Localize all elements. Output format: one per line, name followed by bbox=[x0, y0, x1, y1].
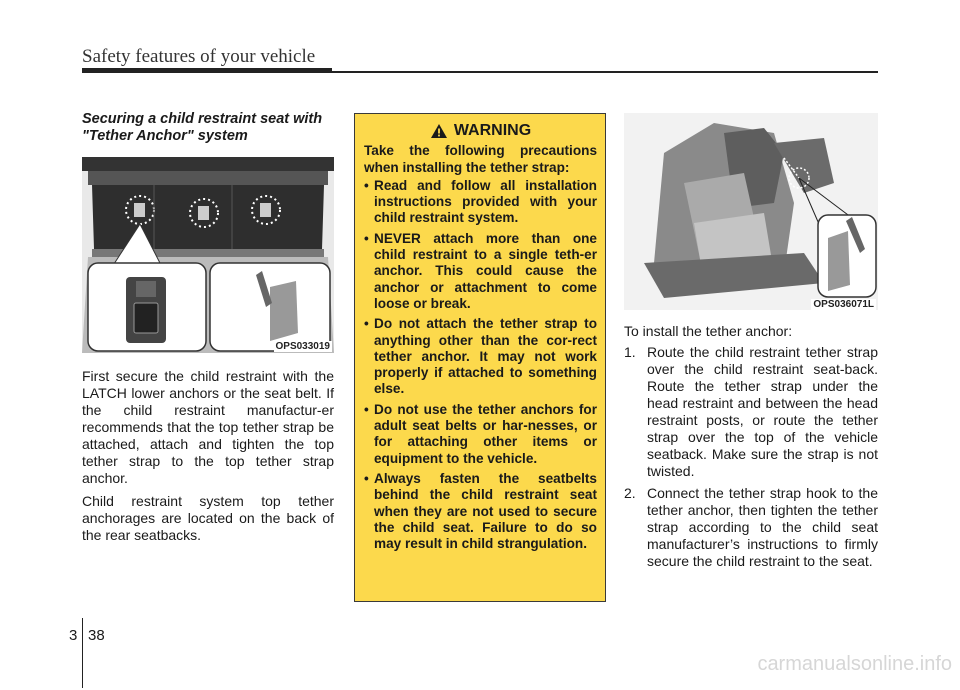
step-item bbox=[624, 344, 878, 480]
warning-triangle-icon bbox=[430, 123, 448, 139]
bullet: • bbox=[364, 470, 369, 486]
bullet: • bbox=[364, 316, 369, 332]
paragraph: First secure the child restraint with the LATCH lower anchors or the seat belt. If the child restraint manufactur-er recommends that the top tether strap be attached, attach and tighten the top tether strap to the top tether strap anchor. bbox=[82, 368, 334, 486]
bullet: • bbox=[364, 177, 369, 193]
header-rule-thin bbox=[332, 71, 878, 73]
page-number: 38 bbox=[88, 627, 105, 644]
warning-item: • Do not attach the tether strap to anything other than the cor-rect tether anchor. It may not work properly if attached to something else. bbox=[364, 316, 597, 397]
header-rule bbox=[82, 68, 332, 73]
instructions-lead: To install the tether anchor: bbox=[624, 323, 793, 339]
child-seat-illustration bbox=[624, 113, 878, 310]
intro-paragraphs bbox=[82, 368, 334, 550]
warning-item: • Do not use the tether anchors for adult seat belts or har-nesses, or for attaching other items or equipment to the vehicle. bbox=[364, 401, 597, 466]
trunk-drawing bbox=[82, 157, 334, 353]
step-item bbox=[624, 485, 878, 570]
bullet: • bbox=[364, 230, 369, 246]
watermark: carmanualsonline.info bbox=[757, 653, 952, 675]
warning-item: • Always fasten the seatbelts behind the child restraint seat when they are not used to secure the child seat. Failure to do so may result in child strangulation. bbox=[364, 470, 597, 552]
warning-item: • Read and follow all installation instructions provided with your child restraint system. bbox=[364, 177, 597, 226]
trunk-anchor-illustration bbox=[82, 157, 334, 353]
warning-box bbox=[354, 113, 606, 602]
warning-title: WARNING bbox=[453, 122, 532, 139]
figure-code: OPS033019 bbox=[275, 341, 330, 352]
warning-item: • NEVER attach more than one child restraint to a single teth-er anchor. This could cause the anchor or attachment to come loose or break. bbox=[364, 230, 597, 311]
install-instructions bbox=[624, 323, 878, 575]
step-text: Connect the tether strap hook to the tether anchor, then tighten the tether strap according to the child seat manufacturer’s instructions to firmly secure the child restraint to the seat. bbox=[647, 485, 878, 569]
paragraph: Child restraint system top tether anchorages are located on the back of the rear seatbacks. bbox=[82, 493, 334, 543]
steps-list bbox=[624, 344, 878, 570]
warning-title-row bbox=[364, 123, 597, 139]
warning-list bbox=[364, 178, 597, 553]
bullet: • bbox=[364, 401, 369, 417]
warning-intro: Take the following precautions when installing the tether strap: bbox=[364, 143, 597, 175]
step-number: 2. bbox=[624, 485, 636, 501]
footer-divider bbox=[82, 618, 83, 688]
child-seat-drawing bbox=[624, 113, 878, 310]
section-heading: Securing a child restraint seat with "Tether Anchor" system bbox=[82, 111, 323, 144]
chapter-number: 3 bbox=[69, 627, 78, 644]
step-number: 1. bbox=[624, 344, 636, 360]
step-text: Route the child restraint tether strap over the child restraint seat-back. Route the tether strap under the head restraint and between the head restraint posts, or route the tether strap over the top of the vehicle seatback. Make sure the strap is not twisted. bbox=[647, 344, 878, 479]
page-header-title: Safety features of your vehicle bbox=[82, 46, 316, 67]
figure-code: OPS036071L bbox=[813, 299, 874, 310]
